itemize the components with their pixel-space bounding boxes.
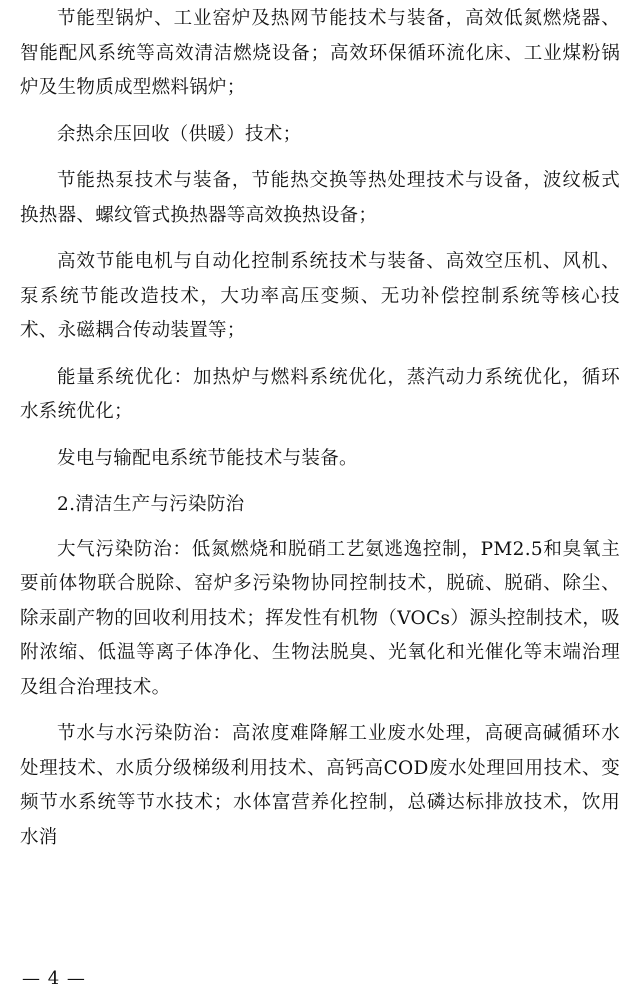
paragraph-motors: 高效节能电机与自动化控制系统技术与装备、高效空压机、风机、泵系统节能改造技术，大功率高压变频、无功补偿控制系统等核心技术、永磁耦合传动装置等； xyxy=(20,251,620,341)
paragraph-water-pollution: 节水与水污染防治：高浓度难降解工业废水处理，高硬高碱循环水处理技术、水质分级梯级利用技术、高钙高COD废水处理回用技术、变频节水系统等节水技术；水体富营养化控制，总磷达标排放技术，饮用水消 xyxy=(20,723,620,848)
paragraph-boilers: 节能型锅炉、工业窑炉及热网节能技术与装备，高效低氮燃烧器、智能配风系统等高效清洁燃烧设备；高效环保循环流化床、工业煤粉锅炉及生物质成型燃料锅炉； xyxy=(20,8,620,98)
paragraph-energy-system: 能量系统优化：加热炉与燃料系统优化，蒸汽动力系统优化，循环水系统优化； xyxy=(20,366,620,422)
page-number: — 4 — xyxy=(22,968,86,989)
paragraph-waste-heat: 余热余压回收（供暖）技术； xyxy=(57,123,302,145)
paragraph-air-pollution: 大气污染防治：低氮燃烧和脱硝工艺氨逃逸控制，PM2.5和臭氧主要前体物联合脱除、窑炉多污染物协同控制技术，脱硫、脱硝、除尘、除汞副产物的回收利用技术；挥发性有机物（VOCs）源头控制技术，吸附浓缩、低温等离子体净化、生物法脱臭、光氧化和光催化等末端治理及组合治理技术。 xyxy=(20,538,620,698)
document-body xyxy=(20,2,620,867)
paragraph-heat-pump: 节能热泵技术与装备，节能热交换等热处理技术与设备，波纹板式换热器、螺纹管式换热器等高效换热设备； xyxy=(20,170,620,226)
section-heading-clean-production: 2.清洁生产与污染防治 xyxy=(57,494,245,515)
paragraph-power-generation: 发电与输配电系统节能技术与装备。 xyxy=(57,447,358,469)
